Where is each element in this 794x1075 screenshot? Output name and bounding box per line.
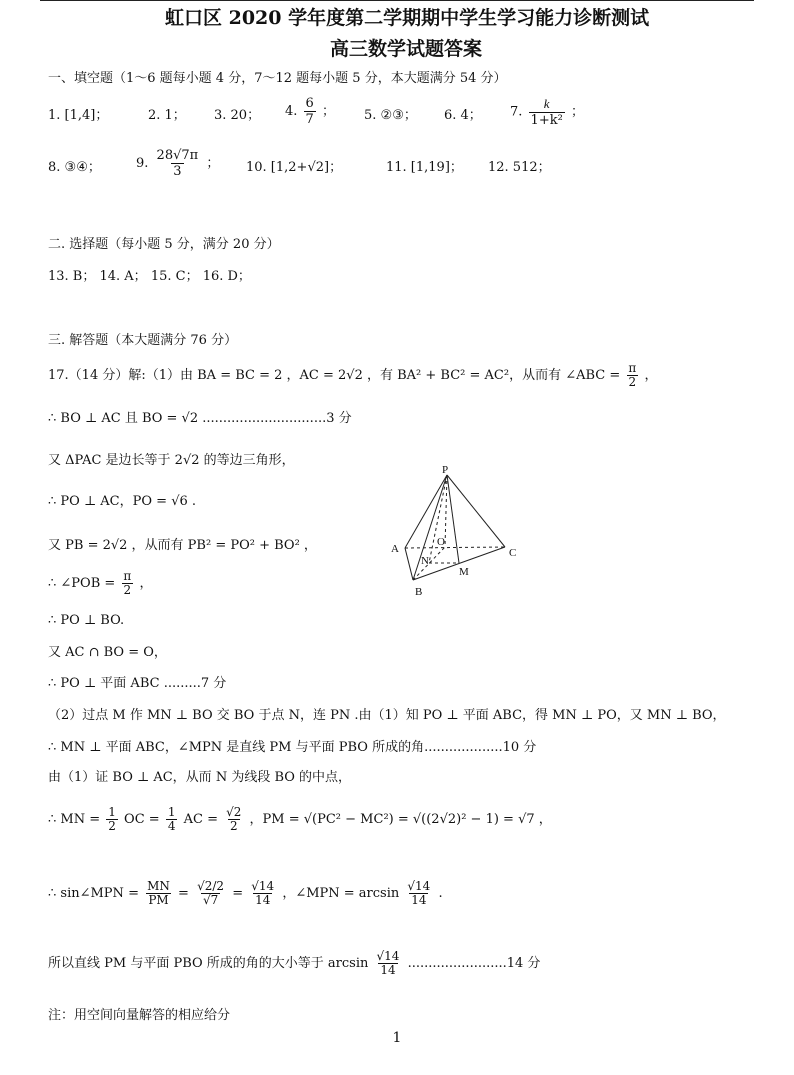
label-B: B bbox=[415, 586, 423, 598]
solution-line-5: 又 PB = 2√2 ，从而有 PB² = PO² + BO² ， bbox=[48, 538, 317, 553]
answer-10: 10. [1,2+√2]； bbox=[246, 160, 343, 175]
edge-PO bbox=[445, 475, 447, 547]
solution-line-14: ∴ sin∠MPN = $\frac{MN}{PM}$ = $\frac{√2/2}{√7}$ = $\frac{√14}{14}$ ，∠MPN = arcsin $\frac{√14}{14}$ . bbox=[48, 879, 443, 907]
answer-4: 4. $\frac{6}{7}$ ； bbox=[285, 96, 335, 127]
label-P: P bbox=[442, 464, 449, 476]
tetrahedron-figure bbox=[385, 460, 545, 609]
exam-title: 虹口区 2020 学年度第二学期期中学生学习能力诊断测试 bbox=[165, 7, 650, 29]
section1-heading: 一、填空题（1～6 题每小题 4 分，7～12 题每小题 5 分，本大题满分 54 分） bbox=[48, 71, 507, 86]
solution-line-11: ∴ MN ⊥ 平面 ABC，∠MPN 是直线 PM 与平面 PBO 所成的角...................10 分 bbox=[48, 740, 537, 755]
answer-5: 5. ②③； bbox=[364, 108, 417, 123]
answer-8: 8. ③④； bbox=[48, 160, 101, 175]
solution-line-3: 又 ΔPAC 是边长等于 2√2 的等边三角形， bbox=[48, 453, 295, 468]
answer-2: 2. 1； bbox=[148, 108, 186, 123]
edge-AC bbox=[405, 547, 505, 548]
answer-7: 7. $\frac{k}{\text{1+k²}}$ ； bbox=[510, 96, 584, 128]
section3-heading: 三. 解答题（本大题满分 76 分） bbox=[48, 333, 238, 348]
solution-line-8: 又 AC ∩ BO = O， bbox=[48, 645, 167, 660]
solution-line-13: ∴ MN = $\frac{1}{2}$ OC = $\frac{1}{4}$ AC = $\frac{√2}{2}$ ，PM = √(PC² − MC²) = √((2√2)² − 1) = √7 ， bbox=[48, 805, 552, 833]
answer-12: 12. 512； bbox=[488, 160, 551, 175]
solution-line-6: ∴ ∠POB = $\frac{\pi}{2}$ ， bbox=[48, 569, 153, 597]
edge-PB bbox=[413, 475, 447, 580]
answer-key-title: 高三数学试题答案 bbox=[330, 38, 483, 60]
label-N: N bbox=[421, 555, 429, 567]
solution-line-10: （2）过点 M 作 MN ⊥ BO 交 BO 于点 N，连 PN .由（1）知 PO ⊥ 平面 ABC，得 MN ⊥ PO，又 MN ⊥ BO， bbox=[48, 708, 726, 723]
solution-line-15: 所以直线 PM 与平面 PBO 所成的角的大小等于 arcsin $\frac{√14}{14}$ ........................14 分 bbox=[48, 949, 541, 977]
page-number: 1 bbox=[392, 1030, 402, 1046]
section2-heading: 二. 选择题（每小题 5 分，满分 20 分） bbox=[48, 237, 280, 252]
answer-11: 11. [1,19]； bbox=[386, 160, 463, 175]
solution-line-9: ∴ PO ⊥ 平面 ABC .........7 分 bbox=[48, 676, 227, 691]
edge-AB bbox=[405, 548, 413, 580]
answer-9: 9. $\frac{28√7\pi}{3}$ ； bbox=[136, 148, 220, 179]
label-C: C bbox=[509, 547, 517, 559]
answer-6: 6. 4； bbox=[444, 108, 482, 123]
solution-line-4: ∴ PO ⊥ AC，PO = √6 . bbox=[48, 494, 197, 509]
grading-note: 注：用空间向量解答的相应给分 bbox=[48, 1008, 231, 1023]
answer-1: 1. [1,4]； bbox=[48, 108, 109, 123]
solution-line-2: ∴ BO ⊥ AC 且 BO = √2 ..............................3 分 bbox=[48, 411, 352, 426]
solution-line-12: 由（1）证 BO ⊥ AC，从而 N 为线段 BO 的中点， bbox=[48, 770, 352, 785]
top-rule bbox=[40, 0, 754, 1]
choice-answers: 13. B； 14. A； 15. C； 16. D； bbox=[48, 269, 251, 284]
answer-3: 3. 20； bbox=[214, 108, 261, 123]
tetrahedron-diagram bbox=[385, 460, 545, 605]
label-M: M bbox=[459, 566, 469, 578]
solution-line-7: ∴ PO ⊥ BO. bbox=[48, 613, 125, 628]
solution-line-1: 17.（14 分）解:（1）由 BA = BC = 2 ，AC = 2√2 ，有 BA² + BC² = AC²，从而有 ∠ABC = $\frac{\pi}{2}$ ， bbox=[48, 361, 658, 389]
label-O: O bbox=[437, 536, 445, 548]
label-A: A bbox=[391, 543, 399, 555]
edge-PN bbox=[429, 475, 447, 563]
